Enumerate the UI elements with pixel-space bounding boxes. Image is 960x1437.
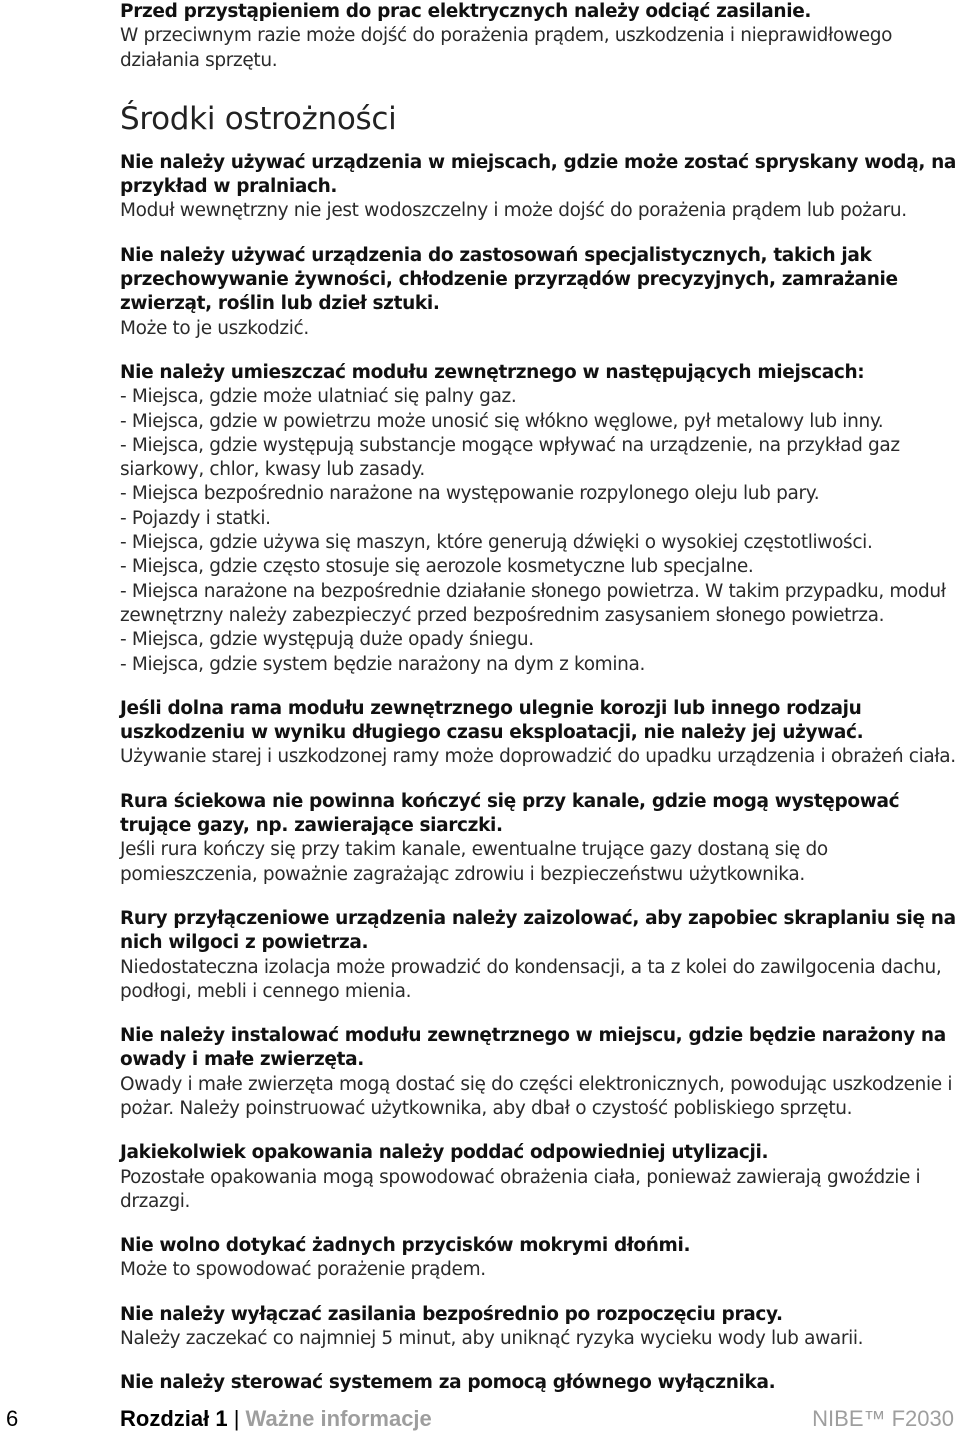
paragraph-5-text: Jeśli rura kończy się przy takim kanale, ewentualne trujące gazy dostaną się do pomieszczenia, poważnie zagrażając zdrowiu i bezpieczeństwu użytkownika. [120, 839, 828, 885]
paragraph-8 [120, 1141, 960, 1214]
paragraph-2 [120, 244, 960, 341]
paragraph-9 [120, 1234, 960, 1283]
list-item: - Miejsca narażone na bezpośrednie działanie słonego powietrza. W takim przypadku, moduł zewnętrzny należy zabezpieczyć przed bezpośrednim zasysaniem słonego powietrza. [120, 580, 946, 626]
paragraph-4 [120, 697, 960, 770]
product-name: NIBE™ F2030 [812, 1406, 954, 1431]
chapter-title: Ważne informacje [245, 1406, 432, 1431]
chapter-number: Rozdział 1 [120, 1406, 228, 1431]
list-item: - Miejsca, gdzie często stosuje się aerozole kosmetyczne lub specjalne. [120, 556, 754, 578]
chapter-label [120, 1406, 432, 1432]
intro-bold: Przed przystąpieniem do prac elektrycznych należy odciąć zasilanie. [120, 1, 812, 22]
paragraph-11-bold: Nie należy sterować systemem za pomocą głównego wyłącznika. [120, 1372, 776, 1394]
paragraph-7-bold: Nie należy instalować modułu zewnętrznego w miejscu, gdzie będzie narażony na owady i małe zwierzęta. [120, 1025, 946, 1071]
paragraph-6-bold: Rury przyłączeniowe urządzenia należy zaizolować, aby zapobiec skraplaniu się na nich wilgoci z powietrza. [120, 907, 956, 954]
paragraph-6 [120, 907, 960, 1004]
paragraph-9-text: Może to spowodować porażenie prądem. [120, 1259, 486, 1281]
list-item: - Pojazdy i statki. [120, 507, 271, 529]
list-item: - Miejsca, gdzie używa się maszyn, które generują dźwięki o wysokiej częstotliwości. [120, 532, 873, 554]
list-item: - Miejsca, gdzie w powietrzu może unosić się włókno węglowe, pył metalowy lub inny. [120, 410, 884, 432]
paragraph-2-bold: Nie należy używać urządzenia do zastosowań specjalistycznych, takich jak przechowywanie żywności, chłodzenie przyrządów precyzyjnych, zamrażanie zwierząt, roślin lub dzieł sztuki. [120, 244, 898, 315]
paragraph-10-bold: Nie należy wyłączać zasilania bezpośrednio po rozpoczęciu pracy. [120, 1303, 783, 1325]
paragraph-3 [120, 361, 960, 677]
paragraph-1-bold: Nie należy używać urządzenia w miejscach, gdzie może zostać spryskany wodą, na przykład w pralniach. [120, 151, 957, 198]
document-body [120, 0, 960, 1416]
paragraph-8-text: Pozostałe opakowania mogą spowodować obrażenia ciała, ponieważ zawierają gwoździe i drzazgi. [120, 1166, 921, 1212]
list-item: - Miejsca, gdzie występują substancje mogące wpływać na urządzenie, na przykład gaz siarkowy, chlor, kwasy lub zasady. [120, 434, 900, 481]
paragraph-10 [120, 1303, 960, 1352]
paragraph-7 [120, 1024, 960, 1121]
paragraph-2-text: Może to je uszkodzić. [120, 317, 309, 339]
list-item: - Miejsca, gdzie występują duże opady śniegu. [120, 629, 534, 651]
paragraph-4-bold: Jeśli dolna rama modułu zewnętrznego ulegnie korozji lub innego rodzaju uszkodzeniu w wyniku długiego czasu eksploatacji, nie należy jej używać. [120, 697, 864, 744]
section-title: Środki ostrożności [120, 100, 397, 137]
paragraph-8-bold: Jakiekolwiek opakowania należy poddać odpowiedniej utylizacji. [120, 1142, 769, 1164]
paragraph-4-text: Używanie starej i uszkodzonej ramy może doprowadzić do upadku urządzenia i obrażeń ciała. [120, 746, 956, 768]
page-footer [0, 1406, 960, 1436]
chapter-separator: | [233, 1406, 240, 1431]
page-number: 6 [6, 1406, 19, 1431]
paragraph-1 [120, 151, 960, 224]
paragraph-9-bold: Nie wolno dotykać żadnych przycisków mokrymi dłońmi. [120, 1235, 691, 1257]
paragraph-5 [120, 790, 960, 887]
list-item: - Miejsca bezpośrednio narażone na występowanie rozpylonego oleju lub pary. [120, 483, 820, 505]
paragraph-3-bold: Nie należy umieszczać modułu zewnętrznego w następujących miejscach: [120, 361, 865, 383]
paragraph-1-text: Moduł wewnętrzny nie jest wodoszczelny i może dojść do porażenia prądem lub pożaru. [120, 200, 907, 222]
list-item: - Miejsca, gdzie system będzie narażony na dym z komina. [120, 653, 646, 675]
paragraph-7-text: Owady i małe zwierzęta mogą dostać się do części elektronicznych, powodując uszkodzenie i pożar. Należy poinstruować użytkownika, aby dbał o czystość pobliskiego sprzętu. [120, 1073, 953, 1119]
intro-paragraph [120, 0, 960, 73]
paragraph-5-bold: Rura ściekowa nie powinna kończyć się przy kanale, gdzie mogą występować trujące gazy, np. zawierające siarczki. [120, 790, 900, 837]
paragraph-6-text: Niedostateczna izolacja może prowadzić do kondensacji, a ta z kolei do zawilgocenia dachu, podłogi, mebli i cennego mienia. [120, 956, 942, 1002]
paragraph-11 [120, 1371, 960, 1395]
list-item: - Miejsca, gdzie może ulatniać się palny gaz. [120, 386, 517, 408]
paragraph-10-text: Należy zaczekać co najmniej 5 minut, aby uniknąć ryzyka wycieku wody lub awarii. [120, 1328, 864, 1350]
intro-text: W przeciwnym razie może dojść do porażenia prądem, uszkodzenia i nieprawidłowego działania sprzętu. [120, 25, 893, 71]
